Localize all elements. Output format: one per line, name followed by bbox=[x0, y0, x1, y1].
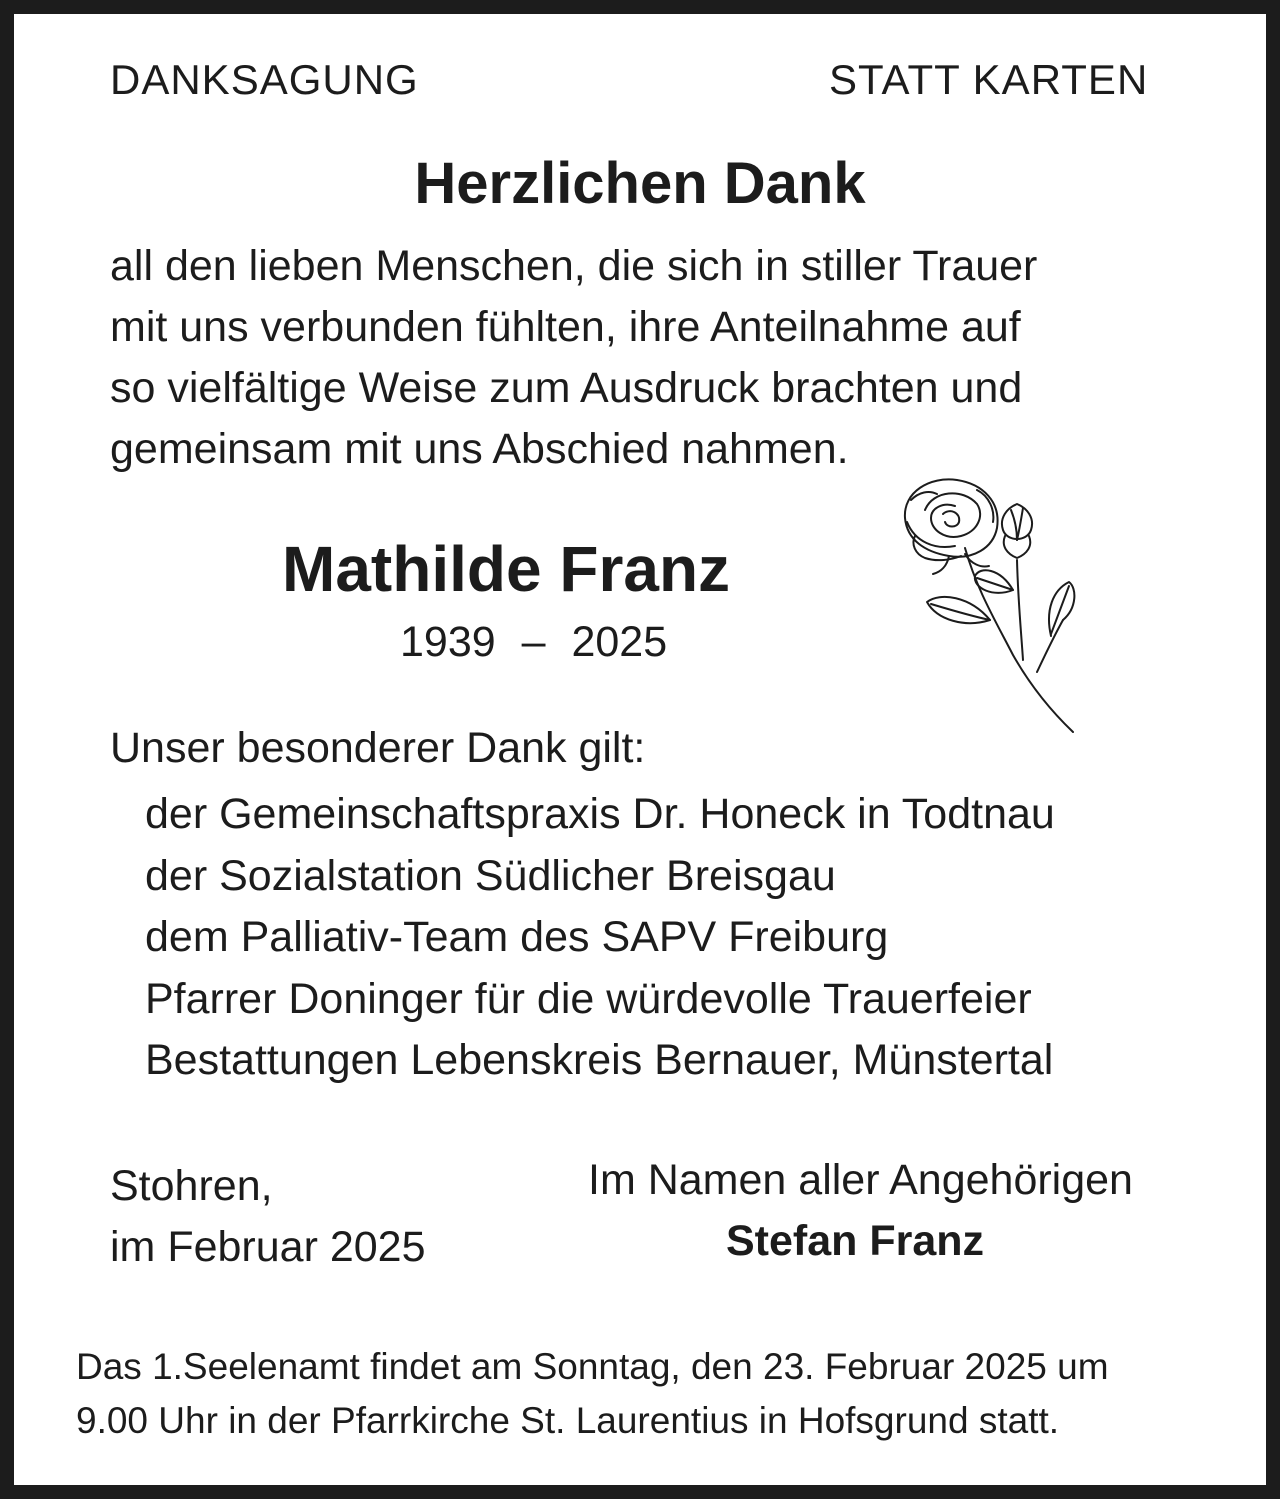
footer-line: Das 1.Seelenamt findet am Sonntag, den 23. Februar 2025 um bbox=[76, 1346, 1109, 1387]
intro-line: so vielfältige Weise zum Ausdruck brachten und bbox=[110, 364, 1023, 412]
signer-name: Stefan Franz bbox=[726, 1217, 985, 1265]
signoff-line: Im Namen aller Angehörigen bbox=[588, 1156, 1133, 1204]
footer-note bbox=[76, 1340, 1109, 1448]
thanks-item: Bestattungen Lebenskreis Bernauer, Münstertal bbox=[145, 1036, 1054, 1084]
header-right-label: STATT KARTEN bbox=[829, 56, 1149, 103]
intro-line: all den lieben Menschen, die sich in stiller Trauer bbox=[110, 242, 1038, 290]
thanks-item: dem Palliativ-Team des SAPV Freiburg bbox=[145, 913, 889, 961]
place-date bbox=[110, 1156, 426, 1278]
notice-title: Herzlichen Dank bbox=[414, 151, 866, 216]
thanks-list bbox=[145, 784, 1055, 1092]
date-line: im Februar 2025 bbox=[110, 1223, 426, 1271]
thanks-heading: Unser besonderer Dank gilt: bbox=[110, 724, 646, 772]
intro-line: gemeinsam mit uns Abschied nahmen. bbox=[110, 425, 849, 473]
rose-icon bbox=[885, 470, 1085, 740]
thanks-item: der Gemeinschaftspraxis Dr. Honeck in Todtnau bbox=[145, 790, 1055, 838]
intro-paragraph bbox=[110, 236, 1037, 480]
intro-line: mit uns verbunden fühlten, ihre Anteilnahme auf bbox=[110, 303, 1021, 351]
deceased-name: Mathilde Franz bbox=[282, 533, 731, 605]
header-left-label: DANKSAGUNG bbox=[110, 56, 419, 103]
place-line: Stohren, bbox=[110, 1162, 273, 1210]
footer-line: 9.00 Uhr in der Pfarrkirche St. Laurentius in Hofsgrund statt. bbox=[76, 1400, 1060, 1441]
life-years: 1939 – 2025 bbox=[400, 618, 668, 666]
thanks-item: Pfarrer Doninger für die würdevolle Trauerfeier bbox=[145, 974, 1032, 1023]
thanks-item: der Sozialstation Südlicher Breisgau bbox=[145, 851, 836, 900]
